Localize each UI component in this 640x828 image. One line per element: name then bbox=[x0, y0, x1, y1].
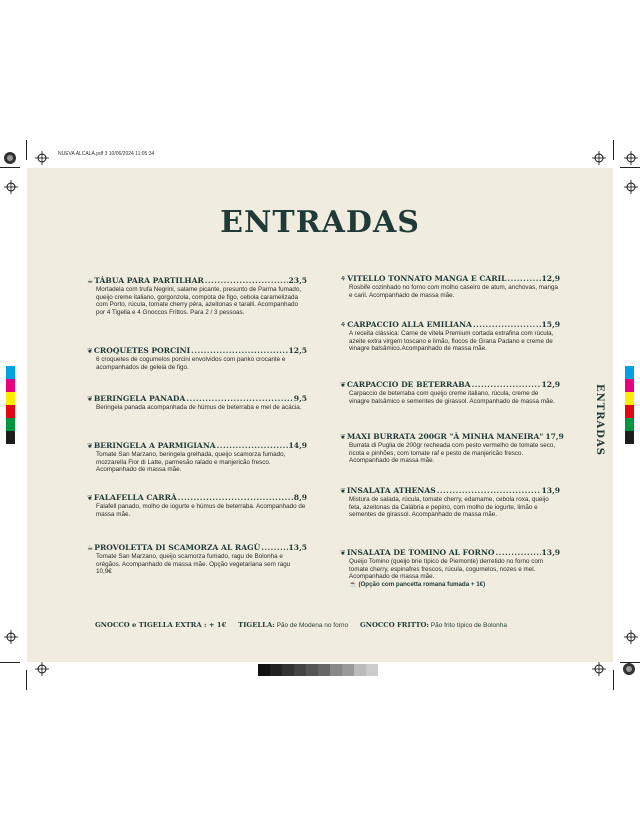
footer-tigella-text: Pão de Modena no forno bbox=[276, 622, 349, 629]
menu-item-name: CROQUETES PORCINI bbox=[93, 346, 191, 355]
menu-item-note: ☕ (Opção com pancetta romana fumada + 1€) bbox=[349, 581, 486, 589]
dot-leader bbox=[473, 320, 541, 329]
menu-item-header bbox=[87, 441, 307, 450]
menu-item-price: 9,5 bbox=[293, 394, 307, 403]
footer-extra-label: GNOCCO e TIGELLA EXTRA : + 1€ bbox=[95, 621, 227, 629]
menu-item-header bbox=[87, 493, 307, 502]
dot-leader bbox=[261, 543, 287, 552]
dot-leader bbox=[205, 276, 288, 285]
menu-item-price: 23,5 bbox=[288, 276, 307, 285]
menu-item bbox=[87, 276, 307, 317]
registration-mark-icon bbox=[624, 180, 638, 194]
menu-item-description: Queijo Tomino (queijo brie típico de Piemonte) derretido no forno com tomate cherry, espinafres frescos, rúcula, cogumelos, nozes e mel. Acompanhado de massa mãe. bbox=[349, 558, 544, 581]
registration-mark-icon bbox=[4, 630, 18, 644]
menu-item-name: BERINGELA A PARMIGIANA bbox=[93, 441, 216, 450]
color-bar-right bbox=[625, 366, 634, 444]
crop-mark bbox=[0, 167, 20, 168]
leaf-icon: ❦ bbox=[87, 347, 93, 355]
registration-mark-icon bbox=[592, 662, 606, 676]
menu-item-header bbox=[87, 346, 307, 355]
menu-item-description: Mortadela com trufa Negrini, salame picante, presunto de Parma fumado, queijo creme italiano, gorgonzola, compota de figo, cebola caramelizada com Porto, rúcula, tomate cherry pêra, azeitonas e taralli. Acompanhado por 4 Tigella e 4 Gnoccos Frittos. Para 2 / 3 pessoas. bbox=[96, 286, 302, 317]
leaf-icon: ❦ bbox=[87, 395, 93, 403]
registration-mark-icon bbox=[624, 630, 638, 644]
dot-leader bbox=[496, 548, 541, 557]
registration-mark-icon bbox=[3, 151, 17, 165]
menu-item-header bbox=[340, 320, 560, 329]
page-title: ENTRADAS bbox=[220, 205, 420, 240]
crop-mark bbox=[613, 670, 614, 690]
menu-item-description: Carpaccio de beterraba com queijo creme italiano, rúcula, creme de vinagre balsâmico e sementes de girassol. Acompanhado de massa mãe. bbox=[349, 390, 555, 405]
leaf-icon: ❦ bbox=[340, 433, 346, 441]
menu-item-price: 12,9 bbox=[541, 274, 560, 283]
menu-item-header bbox=[340, 380, 560, 389]
menu-item-header bbox=[87, 394, 307, 403]
side-title: ENTRADAS bbox=[594, 384, 605, 456]
menu-item-name: PROVOLETTA DI SCAMORZA AL RAGÙ bbox=[94, 543, 261, 552]
menu-item bbox=[87, 441, 307, 474]
menu-item-price: 15,9 bbox=[541, 320, 560, 329]
menu-item-price: 12,5 bbox=[288, 346, 307, 355]
footer-tigella-label: TIGELLA: bbox=[238, 621, 275, 629]
menu-item-name: INSALATA DE TOMINO AL FORNO bbox=[346, 548, 495, 557]
footer-fritto-label: GNOCCO FRITTO: bbox=[359, 621, 429, 629]
share-plate-icon: ☕ bbox=[87, 544, 94, 552]
share-plate-icon: ☕ bbox=[87, 277, 94, 285]
menu-item-price: 12,9 bbox=[541, 380, 560, 389]
registration-mark-icon bbox=[592, 151, 606, 165]
menu-item-name: INSALATA ATHENAS bbox=[346, 486, 436, 495]
menu-item-header bbox=[340, 432, 564, 441]
wheat-icon: ⚘ bbox=[340, 275, 347, 283]
menu-item-price: 14,9 bbox=[288, 441, 307, 450]
crop-mark bbox=[620, 167, 640, 168]
menu-item-price: 13,9 bbox=[541, 486, 560, 495]
menu-item-description: Mistura de salada, rúcula, tomate cherry, edamame, cebola roxa, queijo feta, azeitonas da Calábria e pepino, com molho de iogurte, limão e sementes de girassol. Acompanhado de massa mãe. bbox=[349, 496, 549, 519]
menu-item bbox=[340, 548, 560, 589]
menu-item bbox=[340, 380, 560, 405]
menu-item-price: 17,9 bbox=[545, 432, 564, 441]
dot-leader bbox=[507, 274, 540, 283]
menu-item-name: VITELLO TONNATO MANGA E CARIL bbox=[347, 274, 507, 283]
menu-item-header bbox=[87, 276, 307, 285]
menu-item bbox=[340, 432, 564, 465]
crop-mark bbox=[613, 140, 614, 160]
menu-item-header bbox=[340, 274, 560, 283]
dot-leader bbox=[191, 346, 287, 355]
menu-item-header bbox=[340, 548, 560, 557]
print-slug: NUEVA ALCALÁ.pdf 3 10/06/2024 11:05:34 bbox=[58, 151, 155, 157]
menu-item-name: CARPACCIO DE BETERRABA bbox=[346, 380, 471, 389]
dot-leader bbox=[472, 380, 541, 389]
menu-item-name: TÁBUA PARA PARTILHAR bbox=[94, 276, 204, 285]
registration-mark-icon bbox=[622, 662, 636, 676]
menu-item bbox=[340, 274, 560, 299]
menu-item-description: Tomate San Marzano, beringela grelhada, queijo scamorza fumado, mozzarella Fior di Latte, parmesão ralado e manjericão fresco. Acompanhado de massa mãe. bbox=[96, 451, 286, 474]
menu-item-description: Tomate San Marzano, queijo scamorza fumado, ragu de Bolonha e orégãos. Acompanhado de massa mãe. Opção vegetariana sem ragu 10,9€ bbox=[96, 553, 291, 576]
menu-item-name: BERINGELA PANADA bbox=[93, 394, 186, 403]
menu-item-name: FALAFELLA CARRÁ bbox=[93, 493, 177, 502]
crop-mark bbox=[0, 662, 20, 663]
menu-item-description: 6 croquetes de cogumelos porcini envolvidos com panko crocante e acompanhados de geleia de figo. bbox=[96, 356, 286, 371]
wheat-icon: ⚘ bbox=[340, 321, 347, 329]
menu-item bbox=[87, 493, 307, 518]
menu-item bbox=[87, 543, 307, 576]
menu-item-description: Beringela panada acompanhada de húmus de beterraba e mel de acácia. bbox=[96, 404, 302, 411]
menu-item-description: Falafell panado, molho de iogurte e húmus de beterraba. Acompanhado de massa mãe. bbox=[96, 503, 306, 518]
crop-mark bbox=[26, 140, 27, 160]
menu-item bbox=[87, 394, 307, 412]
grey-scale-bar bbox=[258, 664, 378, 676]
menu-item-description: Burrata di Puglia de 200gr recheada com pesto vermelho de tomate seco, ricota e pinhões, com tomate raf e pesto de manjericão fresco. Acompanhado de massa mãe. bbox=[349, 442, 556, 465]
menu-item-price: 8,9 bbox=[293, 493, 307, 502]
footer bbox=[95, 621, 507, 629]
dot-leader bbox=[217, 441, 288, 450]
leaf-icon: ❦ bbox=[340, 487, 346, 495]
menu-item-name: MAXI BURRATA 200GR "À MINHA MANEIRA" bbox=[346, 432, 544, 441]
color-bar-left bbox=[6, 366, 15, 444]
menu-item bbox=[87, 346, 307, 371]
registration-mark-icon bbox=[35, 662, 49, 676]
menu-item-price: 13,9 bbox=[541, 548, 560, 557]
registration-mark-icon bbox=[4, 180, 18, 194]
menu-item-description: Rosbife cozinhado no forno com molho caseiro de atum, anchovas, manga e caril. Acompanhado de massa mãe. bbox=[349, 284, 558, 299]
menu-item bbox=[340, 320, 560, 353]
menu-item-header bbox=[87, 543, 307, 552]
registration-mark-icon bbox=[624, 151, 638, 165]
menu-item-description: A receita clássica: Carne de vitela Premium cortada extrafina com rúcula, azeite extra virgem toscano e limão, flocos de Grana Padano e creme de vinagre balsâmico.Acompanhado de massa mãe. bbox=[349, 330, 554, 353]
dot-leader bbox=[178, 493, 293, 502]
footer-fritto-text: Pão frito típico de Bolonha bbox=[430, 622, 508, 629]
menu-item-header bbox=[340, 486, 560, 495]
menu-item-name: CARPACCIO ALLA EMILIANA bbox=[347, 320, 472, 329]
crop-mark bbox=[26, 670, 27, 690]
leaf-icon: ❦ bbox=[87, 442, 93, 450]
menu-item bbox=[340, 486, 560, 519]
menu-item-price: 13,5 bbox=[288, 543, 307, 552]
registration-mark-icon bbox=[35, 151, 49, 165]
leaf-icon: ❦ bbox=[340, 381, 346, 389]
leaf-icon: ❦ bbox=[340, 549, 346, 557]
dot-leader bbox=[437, 486, 541, 495]
leaf-icon: ❦ bbox=[87, 494, 93, 502]
dot-leader bbox=[186, 394, 292, 403]
